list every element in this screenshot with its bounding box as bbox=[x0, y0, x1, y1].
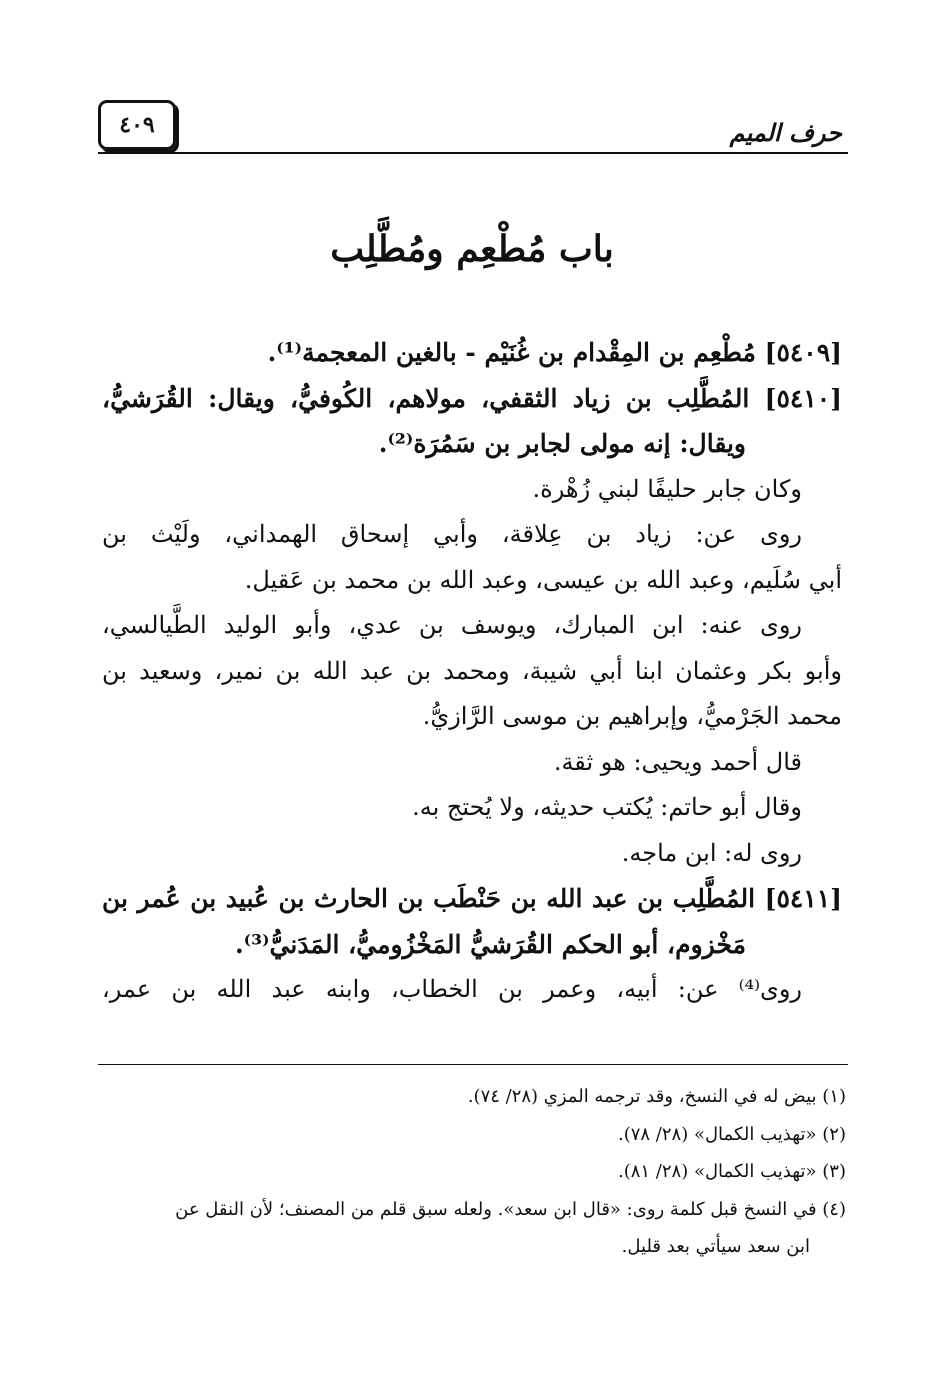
entry-5410-heading-cont: ويقال: إنه مولى لجابر بن سَمُرَة⁽²⁾. bbox=[378, 429, 746, 458]
text-line: وأبو بكر وعثمان ابنا أبي شيبة، ومحمد بن عبد الله بن نمير، وسعيد بن bbox=[102, 656, 842, 685]
header-rule bbox=[98, 152, 848, 154]
text-line: وقال أبو حاتم: يُكتب حديثه، ولا يُحتج به. bbox=[412, 793, 802, 821]
footnotes bbox=[104, 1078, 846, 1266]
entry-5410-heading: [٥٤١٠] المُطَّلِب بن زياد الثقفي، مولاهم، الكُوفيُّ، ويقال: القُرَشيُّ، bbox=[102, 383, 842, 413]
entry-5411-heading-cont: مَخْزوم، أبو الحكم القُرَشيُّ المَخْزُوميُّ، المَدَنيُّ⁽³⁾. bbox=[234, 929, 746, 959]
footnote-divider bbox=[98, 1064, 848, 1065]
chapter-title: باب مُطْعِم ومُطَّلِب bbox=[330, 228, 614, 270]
text-line: محمد الجَرْميُّ، وإبراهيم بن موسى الرَّازيُّ. bbox=[422, 702, 842, 730]
text-line: روى⁽⁴⁾ عن: أبيه، وعمر بن الخطاب، وابنه عبد الله بن عمر، bbox=[102, 975, 802, 1003]
text-line: وكان جابر حليفًا لبني زُهْرة. bbox=[532, 474, 802, 503]
entry-5409-heading: [٥٤٠٩] مُطْعِم بن المِقْدام بن غُنَيْم - بالغين المعجمة⁽¹⁾. bbox=[267, 338, 842, 367]
footnote-4: (٤) في النسخ قبل كلمة روى: «قال ابن سعد». ولعله سبق قلم من المصنف؛ لأن النقل عن bbox=[175, 1198, 846, 1220]
text-line: أبي سُلَيم، وعبد الله بن عيسى، وعبد الله بن محمد بن عَقيل. bbox=[244, 565, 842, 594]
text-line: روى عن: زياد بن عِلاقة، وأبي إسحاق الهمداني، ولَيْث بن bbox=[102, 520, 802, 548]
text-line: روى عنه: ابن المبارك، ويوسف بن عدي، وأبو الوليد الطَّيالسي، bbox=[102, 611, 802, 639]
text-line: قال أحمد ويحيى: هو ثقة. bbox=[553, 747, 802, 776]
footnote-2: (٢) «تهذيب الكمال» (٢٨/ ٧٨). bbox=[617, 1123, 846, 1145]
footnote-3: (٣) «تهذيب الكمال» (٢٨/ ٨١). bbox=[617, 1161, 846, 1182]
entry-5411-heading: [٥٤١١] المُطَّلِب بن عبد الله بن حَنْطَب بن الحارث بن عُبيد بن عُمر بن bbox=[102, 884, 842, 913]
page-header bbox=[98, 100, 848, 158]
body-text bbox=[102, 330, 842, 1013]
page-number: ٤٠٩ bbox=[98, 100, 176, 150]
running-title: حرف الميم bbox=[729, 118, 842, 147]
footnote-1: (١) بيض له في النسخ، وقد ترجمه المزي (٢٨/ ٧٤). bbox=[467, 1086, 846, 1107]
text-line: روى له: ابن ماجه. bbox=[621, 838, 802, 867]
footnote-4-cont: ابن سعد سيأتي بعد قليل. bbox=[621, 1236, 810, 1257]
